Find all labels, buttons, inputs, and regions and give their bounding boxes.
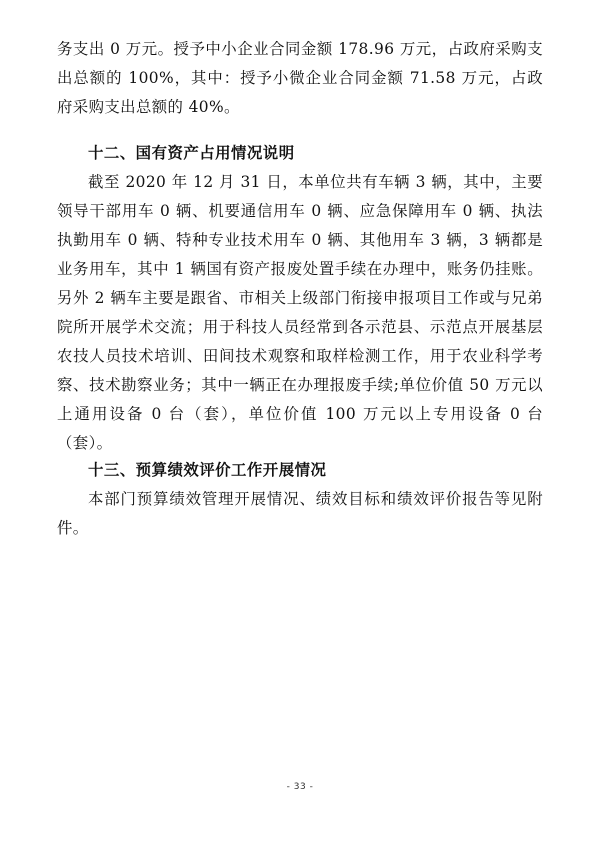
intro-paragraph: 务支出 0 万元。授予中小企业合同金额 178.96 万元，占政府采购支出总额的 100%，其中：授予小微企业合同金额 71.58 万元，占政府采购支出总额的 40%。 (57, 40, 543, 116)
section-13-paragraph: 本部门预算绩效管理开展情况、绩效目标和绩效评价报告等见附件。 (57, 490, 543, 537)
section-12-paragraph: 截至 2020 年 12 月 31 日，本单位共有车辆 3 辆，其中，主要领导干部用车 0 辆、机要通信用车 0 辆、应急保障用车 0 辆、执法执勤用车 0 辆、特种专业技术用车 0 辆、其他用车 3 辆，3 辆都是业务用车，其中 1 辆国有资产报废处置手续在办理中，账务仍挂账。另外 2 辆车主要是跟省、市相关上级部门衔接申报项目工作或与兄弟院所开展学术交流；用于科技人员经常到各示范县、示范点开展基层农技人员技术培训、田间技术观察和取样检测工作，用于农业科学考察、技术勘察业务；其中一辆正在办理报废手续;单位价值 50 万元以上通用设备 0 台（套），单位价值 100 万元以上专用设备 0 台（套）。 (57, 173, 543, 452)
page-number: - 33 - (286, 782, 314, 792)
section-12-heading: 十二、国有资产占用情况说明 (88, 144, 295, 162)
section-13-heading: 十三、预算绩效评价工作开展情况 (88, 461, 327, 479)
